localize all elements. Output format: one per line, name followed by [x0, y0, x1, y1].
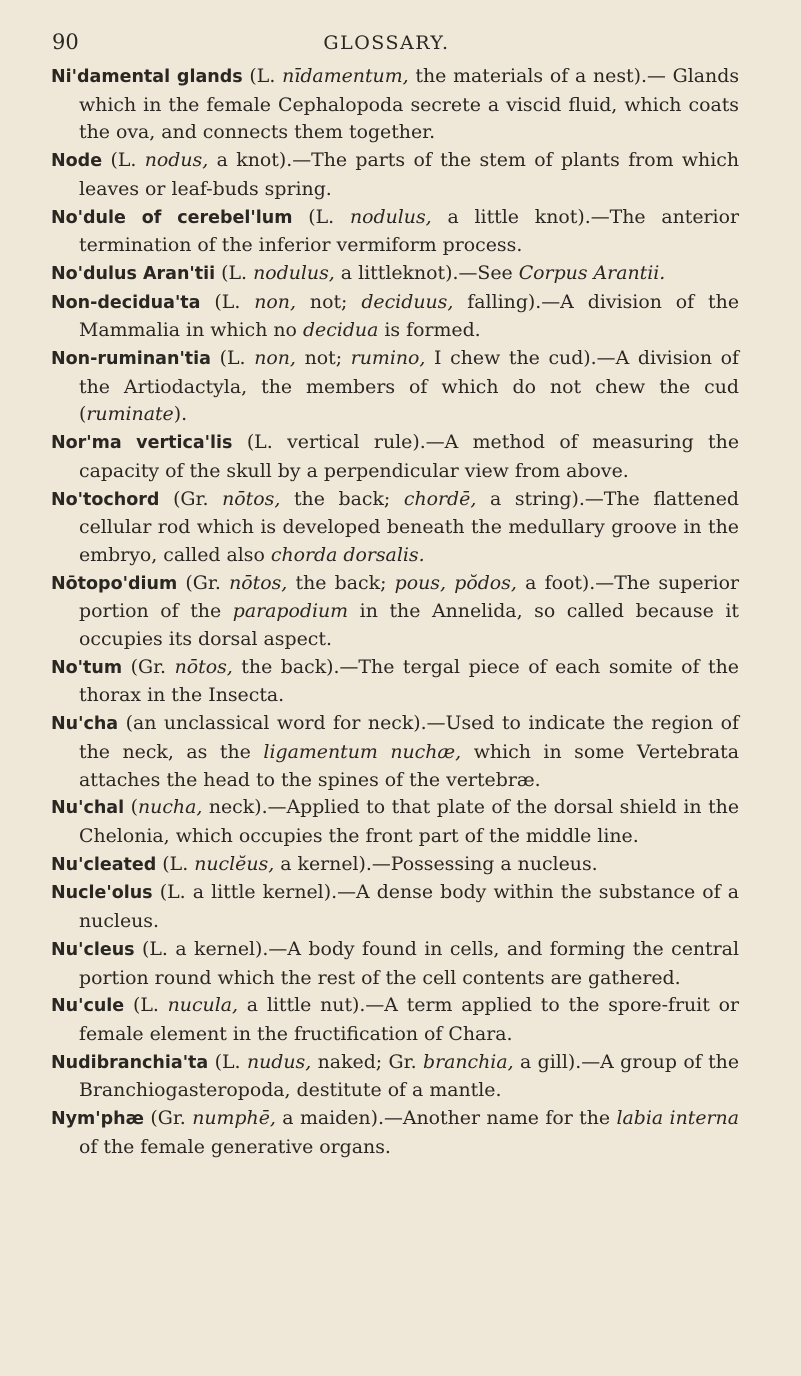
- running-title: GLOSSARY.: [323, 32, 450, 54]
- entry-italic-term: nucula,: [167, 994, 239, 1017]
- entry-definition-text: falling).—A division of the Mammalia in which no: [79, 290, 739, 342]
- entry-definition-text: (L.: [242, 65, 283, 87]
- page-number: 90: [52, 30, 79, 54]
- entry-italic-term: nudus,: [246, 1050, 312, 1073]
- entry-headword: Nu'cule: [51, 996, 125, 1017]
- entry-definition-text: a maiden).—Another name for the: [275, 1107, 617, 1130]
- entry-headword: Nu'cleated: [51, 854, 157, 875]
- entry-italic-term: ligamentum nuchæ,: [263, 740, 462, 763]
- entry-definition-text: (L.: [208, 1050, 247, 1073]
- entry-definition-text: a little nut).—A term applied to the spore-fruit or female element in the fructification of Chara.: [79, 994, 739, 1045]
- entry-headword: Ni'damental glands: [51, 67, 243, 87]
- entry-definition-text: (L.: [200, 290, 255, 313]
- glossary-entries: [51, 63, 739, 1161]
- entry-italic-term: rumino,: [350, 347, 426, 370]
- entry-italic-term: parapodium: [232, 600, 349, 623]
- entry-definition-text: the back;: [287, 571, 395, 594]
- entry-definition-text: not;: [295, 347, 351, 370]
- glossary-entry: [51, 147, 739, 203]
- entry-definition-text: naked; Gr.: [311, 1050, 423, 1073]
- page-header: [52, 30, 721, 60]
- glossary-entry: [51, 204, 739, 260]
- entry-definition-text: which in some Vertebrata attaches the head to the spines of the vertebræ.: [79, 740, 740, 791]
- glossary-entry: [51, 289, 739, 345]
- entry-definition-text: the materials of a nest).— Glands which in the female Cephalopoda secrete a viscid fluid, which coats the ova, and connects them together.: [79, 65, 740, 144]
- entry-definition-text: a little knot).—The anterior termination of the inferior vermiform process.: [79, 205, 739, 257]
- entry-italic-term: ruminate: [86, 403, 174, 426]
- entry-definition-text: of the female generative organs.: [79, 1135, 391, 1158]
- entry-definition-text: (L.: [292, 205, 350, 228]
- entry-definition-text: the back).—The tergal piece of each somite of the thorax in the Insecta.: [79, 655, 739, 707]
- entry-headword: Nu'cleus: [51, 939, 135, 960]
- entry-headword: Nucle'olus: [51, 883, 153, 904]
- entry-headword: Nudibranchia'ta: [51, 1052, 209, 1073]
- glossary-entry: [51, 1105, 739, 1161]
- entry-definition-text: (L.: [215, 261, 254, 284]
- entry-headword: No'dule of cerebel'lum: [51, 207, 293, 228]
- glossary-entry: [51, 1049, 739, 1105]
- entry-definition-text: a foot).—The superior portion of the: [79, 571, 739, 623]
- entry-definition-text: a string).—The flattened cellular rod which is developed beneath the medullary groove in the embryo, called also: [79, 487, 739, 566]
- entry-italic-term: Corpus Arantii.: [518, 261, 666, 284]
- entry-definition-text: in the Annelida, so called because it occupies its dorsal aspect.: [79, 600, 739, 651]
- entry-italic-term: deciduus,: [361, 290, 454, 313]
- entry-definition-text: neck).—Applied to that plate of the dorsal shield in the Chelonia, which occupies the front part of the middle line.: [79, 796, 739, 847]
- glossary-entry: [51, 654, 739, 710]
- entry-definition-text: ).: [173, 403, 188, 426]
- entry-italic-term: numphē,: [192, 1107, 276, 1130]
- entry-headword: No'tochord: [51, 489, 160, 510]
- glossary-entry: [51, 486, 739, 570]
- entry-italic-term: nodus,: [144, 149, 209, 172]
- entry-italic-term: nodulus,: [349, 205, 432, 228]
- entry-definition-text: (L. a kernel).—A body found in cells, and forming the central portion round which the rest of the cell contents are gathered.: [79, 937, 739, 989]
- entry-definition-text: I chew the cud).—A division of the Artiodactyla, the members of which do not chew the cud (: [79, 347, 739, 426]
- entry-headword: Non-ruminan'tia: [51, 349, 211, 370]
- entry-italic-term: nōtos,: [174, 655, 233, 678]
- glossary-entry: [51, 710, 739, 794]
- entry-italic-term: nōtos,: [222, 487, 281, 510]
- entry-definition-text: (L. vertical rule).—A method of measuring the capacity of the skull by a perpendicular view from above.: [79, 431, 739, 482]
- entry-headword: No'dulus Aran'tii: [51, 263, 216, 284]
- entry-definition-text: (L.: [102, 149, 145, 172]
- glossary-entry: [51, 63, 739, 147]
- glossary-entry: [51, 260, 739, 289]
- entry-definition-text: not;: [295, 290, 362, 313]
- entry-italic-term: chorda dorsalis.: [270, 543, 425, 566]
- entry-headword: Nym'phæ: [51, 1109, 144, 1130]
- entry-headword: Nor'ma vertica'lis: [51, 433, 233, 454]
- glossary-entry: [51, 345, 739, 429]
- entry-headword: Nu'chal: [51, 798, 125, 819]
- entry-italic-term: chordē,: [403, 487, 477, 510]
- glossary-entry: [51, 429, 739, 485]
- entry-headword: No'tum: [51, 657, 123, 678]
- entry-italic-term: nucha,: [137, 796, 203, 819]
- entry-definition-text: (an unclassical word for neck).—Used to indicate the region of the neck, as the: [79, 712, 739, 763]
- glossary-entry: [51, 992, 739, 1048]
- entry-definition-text: a littleknot).—See: [334, 261, 519, 284]
- entry-italic-term: nīdamentum,: [282, 65, 409, 87]
- glossary-entry: [51, 570, 739, 654]
- entry-italic-term: nodulus,: [253, 261, 335, 284]
- entry-definition-text: (Gr.: [159, 487, 223, 510]
- entry-definition-text: (L.: [210, 347, 255, 370]
- entry-definition-text: the back;: [280, 487, 404, 510]
- entry-headword: Nu'cha: [51, 714, 119, 735]
- entry-definition-text: a gill).—A group of the Branchiogasteropoda, destitute of a mantle.: [79, 1050, 740, 1102]
- entry-definition-text: (: [124, 796, 138, 819]
- glossary-entry: [51, 794, 739, 850]
- glossary-entry: [51, 851, 739, 880]
- glossary-entry: [51, 936, 739, 992]
- glossary-entry: [51, 879, 739, 935]
- entry-headword: Node: [51, 151, 103, 172]
- entry-italic-term: branchia,: [423, 1050, 514, 1073]
- entry-definition-text: a kernel).—Possessing a nucleus.: [274, 852, 598, 875]
- entry-italic-term: labia interna: [616, 1107, 739, 1130]
- entry-italic-term: non,: [254, 347, 296, 370]
- entry-definition-text: a knot).—The parts of the stem of plants from which leaves or leaf-buds spring.: [79, 149, 739, 200]
- entry-italic-term: non,: [254, 290, 296, 313]
- entry-definition-text: (L.: [124, 994, 168, 1017]
- entry-definition-text: (Gr.: [143, 1107, 193, 1130]
- entry-italic-term: pous, pŏdos,: [394, 571, 517, 594]
- entry-italic-term: nōtos,: [229, 571, 288, 594]
- entry-definition-text: (Gr.: [122, 655, 175, 678]
- entry-headword: Nōtopo'dium: [51, 573, 178, 594]
- entry-italic-term: decidua: [302, 319, 379, 342]
- entry-definition-text: is formed.: [378, 319, 481, 342]
- entry-definition-text: (L.: [156, 852, 195, 875]
- entry-definition-text: (L. a little kernel).—A dense body within the substance of a nucleus.: [79, 881, 739, 933]
- entry-definition-text: (Gr.: [177, 571, 230, 594]
- entry-italic-term: nuclĕus,: [194, 852, 275, 875]
- entry-headword: Non-decidua'ta: [51, 292, 201, 313]
